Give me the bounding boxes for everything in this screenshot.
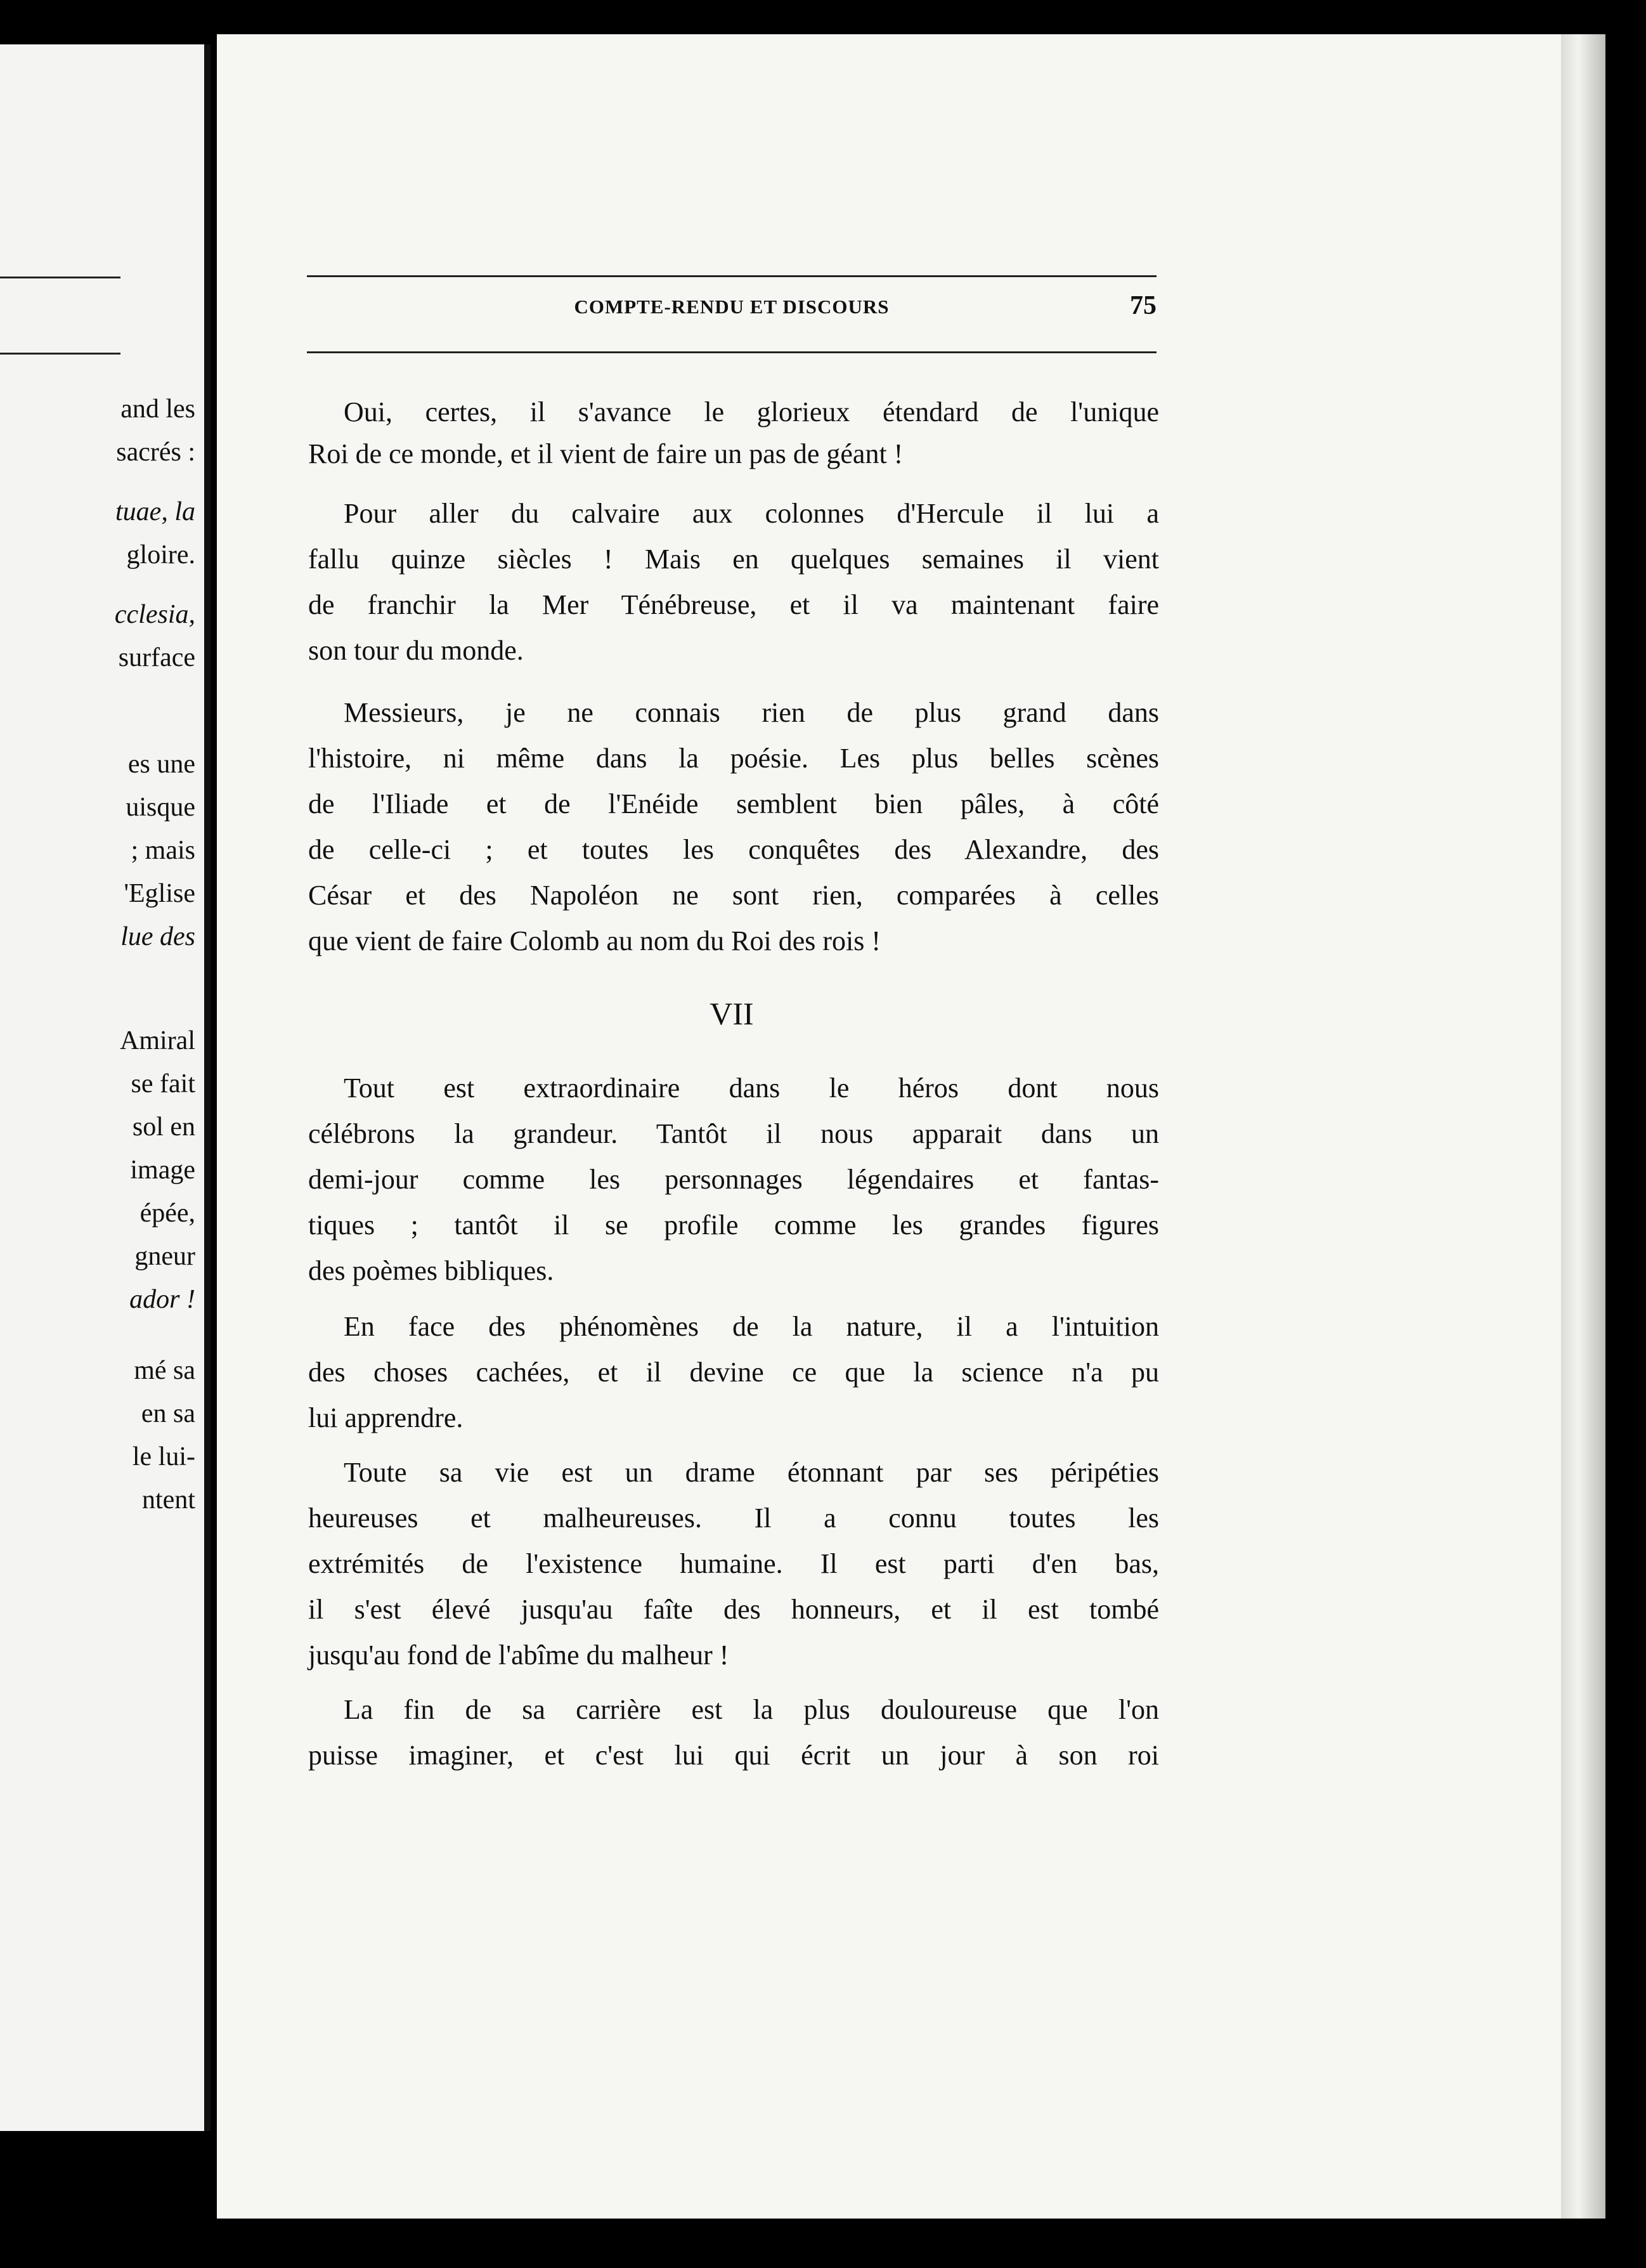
previous-page-line: lue des	[120, 922, 195, 951]
current-page	[217, 34, 1605, 2219]
text-line: extrémités de l'existence humaine. Il est parti d'en bas,	[308, 1548, 1159, 1579]
text-line: que vient de faire Colomb au nom du Roi des rois !	[308, 925, 881, 956]
text-line: il s'est élevé jusqu'au faîte des honneurs, et il est tombé	[308, 1594, 1159, 1625]
text-line: demi-jour comme les personnages légendaires et fantas-	[308, 1164, 1159, 1195]
text-line: Pour aller du calvaire aux colonnes d'Hercule il lui a	[344, 498, 1159, 529]
previous-page	[0, 44, 211, 2131]
text-line: heureuses et malheureuses. Il a connu toutes les	[308, 1502, 1159, 1534]
previous-page-line: le lui-	[132, 1442, 195, 1471]
text-line: Tout est extraordinaire dans le héros dont nous	[344, 1072, 1159, 1104]
text-line: lui apprendre.	[308, 1402, 463, 1433]
text-line: puisse imaginer, et c'est lui qui écrit un jour à son roi	[308, 1740, 1159, 1771]
previous-page-line: surface	[118, 643, 195, 672]
previous-page-line: uisque	[126, 793, 195, 822]
previous-page-line: and les	[120, 394, 195, 424]
previous-page-line: gneur	[134, 1242, 195, 1271]
text-line: La fin de sa carrière est la plus douloureuse que l'on	[344, 1694, 1159, 1725]
running-title: COMPTE-RENDU ET DISCOURS	[574, 296, 890, 318]
previous-page-line: cclesia,	[114, 600, 195, 629]
text-line: tiques ; tantôt il se profile comme les grandes figures	[308, 1209, 1159, 1241]
text-line: Toute sa vie est un drame étonnant par ses péripéties	[344, 1457, 1159, 1488]
previous-page-line: es une	[127, 750, 195, 779]
text-line: Messieurs, je ne connais rien de plus grand dans	[344, 697, 1159, 728]
text-line: fallu quinze siècles ! Mais en quelques semaines il vient	[308, 544, 1159, 575]
text-line: de franchir la Mer Ténébreuse, et il va maintenant faire	[308, 589, 1159, 620]
text-line: En face des phénomènes de la nature, il a l'intuition	[344, 1311, 1159, 1342]
text-line: célébrons la grandeur. Tantôt il nous apparait dans un	[308, 1118, 1159, 1149]
previous-page-line: sol en	[132, 1112, 195, 1142]
running-head	[307, 290, 1157, 329]
previous-page-line: tuae, la	[115, 497, 195, 526]
text-line: de l'Iliade et de l'Enéide semblent bien pâles, à côté	[308, 788, 1159, 819]
previous-page-top-rule	[0, 277, 120, 278]
previous-page-bottom-rule	[0, 353, 120, 355]
previous-page-line: ntent	[142, 1485, 195, 1515]
previous-page-line: image	[130, 1156, 195, 1185]
previous-page-line: épée,	[139, 1199, 195, 1228]
text-line: Roi de ce monde, et il vient de faire un pas de géant !	[308, 438, 904, 469]
previous-page-line: gloire.	[126, 540, 195, 570]
previous-page-line: en sa	[141, 1399, 195, 1428]
previous-page-line: ; mais	[131, 836, 195, 865]
previous-page-line: se fait	[131, 1069, 195, 1098]
page-edge	[1561, 34, 1605, 2219]
previous-page-line: 'Eglise	[124, 879, 195, 908]
previous-page-line: Amiral	[120, 1026, 195, 1055]
header-bottom-rule	[307, 351, 1157, 353]
text-line: de celle-ci ; et toutes les conquêtes des Alexandre, des	[308, 834, 1159, 865]
previous-page-line: mé sa	[134, 1356, 195, 1385]
text-line: Oui, certes, il s'avance le glorieux étendard de l'unique	[344, 396, 1159, 427]
text-line: des choses cachées, et il devine ce que la science n'a pu	[308, 1357, 1159, 1388]
text-line: jusqu'au fond de l'abîme du malheur !	[308, 1639, 729, 1671]
section-heading: VII	[710, 996, 754, 1031]
text-line: l'histoire, ni même dans la poésie. Les plus belles scènes	[308, 743, 1159, 774]
previous-page-line: ador !	[129, 1285, 195, 1314]
text-line: son tour du monde.	[308, 635, 524, 666]
previous-page-line: sacrés :	[116, 438, 195, 467]
text-line: César et des Napoléon ne sont rien, comparées à celles	[308, 880, 1159, 911]
text-line: des poèmes bibliques.	[308, 1255, 554, 1286]
header-top-rule	[307, 275, 1157, 277]
page-number: 75	[1130, 291, 1157, 320]
